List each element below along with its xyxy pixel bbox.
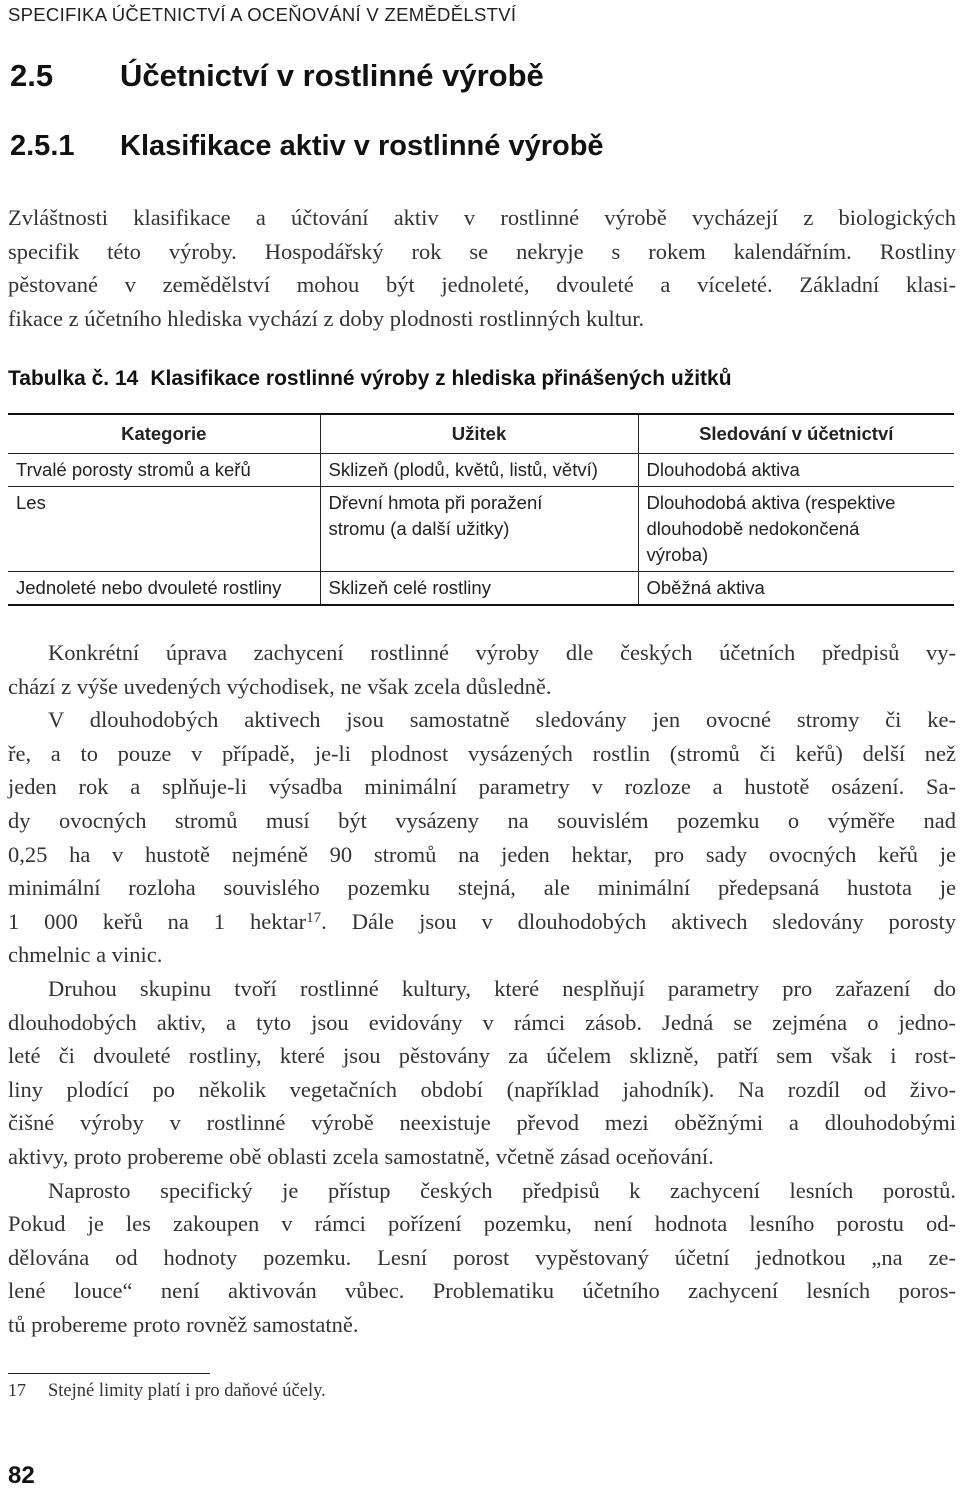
text-run: 1 000 keřů na 1 hektar (8, 908, 307, 934)
text-line: pěstované v zemědělství mohou být jednoleté, dvouleté a víceleté. Základní klasi- (8, 272, 956, 297)
cell-line: stromu (a další užitky) (328, 518, 510, 539)
text-line: chmelnic a vinic. (8, 942, 163, 968)
table-header-row (8, 414, 954, 454)
text-line (8, 905, 956, 939)
text-line: tů probereme proto rovněž samostatně. (8, 1311, 359, 1337)
footnote-text: Stejné limity platí i pro daňové účely. (48, 1381, 326, 1401)
text-line: čišné výroby v rostlinné výrobě neexistuje převod mezi oběžnými a dlouhodobými (8, 1110, 956, 1136)
text-line: V dlouhodobých aktivech jsou samostatně sledovány jen ovocné stromy či ke- (48, 707, 956, 733)
running-head: SPECIFIKA ÚČETNICTVÍ A OCEŇOVÁNÍ V ZEMĚDĚLSTVÍ (8, 4, 517, 25)
subsection-number: 2.5.1 (10, 130, 75, 162)
text-line: jeden rok a splňuje-li výsadba minimální parametry v rozloze a hustotě osázení. Sa- (8, 774, 956, 800)
text-line: Konkrétní úprava zachycení rostlinné výroby dle českých účetních předpisů vy- (48, 640, 956, 665)
column-header: Užitek (320, 414, 638, 454)
footnote-divider (8, 1373, 210, 1374)
page-number: 82 (8, 1462, 35, 1489)
table-caption (8, 367, 732, 391)
text-line: Pokud je les zakoupen v rámci pořízení pozemku, není hodnota lesního porostu od- (8, 1211, 956, 1237)
text-line: liny plodící po několik vegetačních období (například jahodník). Na rozdíl od živo- (8, 1076, 956, 1102)
paragraph (8, 1174, 956, 1342)
subsection-title: Klasifikace aktiv v rostlinné výrobě (120, 130, 604, 162)
table-label: Tabulka č. 14 (8, 367, 139, 390)
footnote-mark: 17 (8, 1380, 26, 1400)
section-heading (10, 58, 544, 94)
cell-line: Dřevní hmota při poražení (328, 492, 543, 513)
cell-line: Oběžná aktiva (646, 577, 765, 598)
text-run: . Dále jsou v dlouhodobých aktivech sledovány porosty (321, 908, 956, 934)
cell-sledovani (638, 454, 954, 487)
text-line: Zvláštnosti klasifikace a účtování aktiv v rostlinné výrobě vycházejí z biologických (8, 205, 956, 230)
text-line: dělována od hodnoty pozemku. Lesní porost vypěstovaný účetní jednotkou „na ze- (8, 1244, 956, 1270)
text-line: ře, a to pouze v případě, je-li plodnost vysázených rostlin (stromů či keřů) delší než (8, 740, 956, 766)
text-line: minimální rozloha souvislého pozemku stejná, ale minimální předepsaná hustota je (8, 875, 956, 901)
table-title: Klasifikace rostlinné výroby z hlediska přinášených užitků (150, 367, 732, 390)
cell-line: výroba) (646, 544, 709, 565)
paragraph (8, 636, 956, 703)
cell-line: dlouhodobě nedokončená (646, 518, 860, 539)
cell-uzitek (320, 454, 638, 487)
cell-sledovani (638, 487, 954, 572)
subsection-heading (10, 130, 604, 163)
text-line: chází z výše uvedených východisek, ne však zcela důsledně. (8, 673, 552, 699)
classification-table (8, 413, 954, 606)
column-header: Sledování v účetnictví (638, 414, 954, 454)
table-row (8, 572, 954, 606)
paragraph (8, 972, 956, 1174)
table-row (8, 487, 954, 572)
section-number: 2.5 (10, 58, 54, 93)
text-line: leté či dvouleté rostliny, které jsou pěstovány za účelem sklizně, patří sem však i rost- (8, 1043, 956, 1069)
cell-kategorie: Les (8, 487, 320, 572)
footnote-reference[interactable]: 17 (306, 909, 322, 926)
cell-uzitek (320, 572, 638, 606)
text-line: specifik této výroby. Hospodářský rok se nekryje s rokem kalendářním. Rostliny (8, 238, 956, 264)
cell-line: Sklizeň celé rostliny (328, 577, 491, 598)
text-line: dy ovocných stromů musí být vysázeny na souvislém pozemku o výměře nad (8, 807, 956, 833)
text-line: Druhou skupinu tvoří rostlinné kultury, které nesplňují parametry pro zařazení do (48, 975, 956, 1001)
paragraph (8, 703, 956, 972)
cell-line: Dlouhodobá aktiva (646, 459, 800, 480)
text-line: 0,25 ha v hustotě nejméně 90 stromů na jeden hektar, pro sady ovocných keřů je (8, 841, 956, 867)
text-line: dlouhodobých aktiv, a tyto jsou evidovány v rámci zásob. Jedná se zejména o jedno- (8, 1009, 956, 1035)
table-row (8, 454, 954, 487)
section-title: Účetnictví v rostlinné výrobě (120, 58, 544, 93)
text-line: lené louce“ není aktivován vůbec. Problematiku účetního zachycení lesních poros- (8, 1278, 956, 1304)
cell-sledovani (638, 572, 954, 606)
column-header: Kategorie (8, 414, 320, 454)
text-line: Naprosto specifický je přístup českých předpisů k zachycení lesních porostů. (48, 1177, 956, 1203)
cell-kategorie: Trvalé porosty stromů a keřů (8, 454, 320, 487)
cell-line: Sklizeň (plodů, květů, listů, větví) (328, 459, 598, 480)
intro-paragraph (8, 201, 956, 335)
cell-kategorie: Jednoleté nebo dvouleté rostliny (8, 572, 320, 606)
footnote (8, 1380, 326, 1402)
body-text (8, 636, 956, 1341)
cell-line: Dlouhodobá aktiva (respektive (646, 492, 896, 513)
text-line: fikace z účetního hlediska vychází z doby plodnosti rostlinných kultur. (8, 305, 645, 331)
text-line: aktivy, proto probereme obě oblasti zcela samostatně, včetně zásad oceňování. (8, 1143, 714, 1169)
cell-uzitek (320, 487, 638, 572)
